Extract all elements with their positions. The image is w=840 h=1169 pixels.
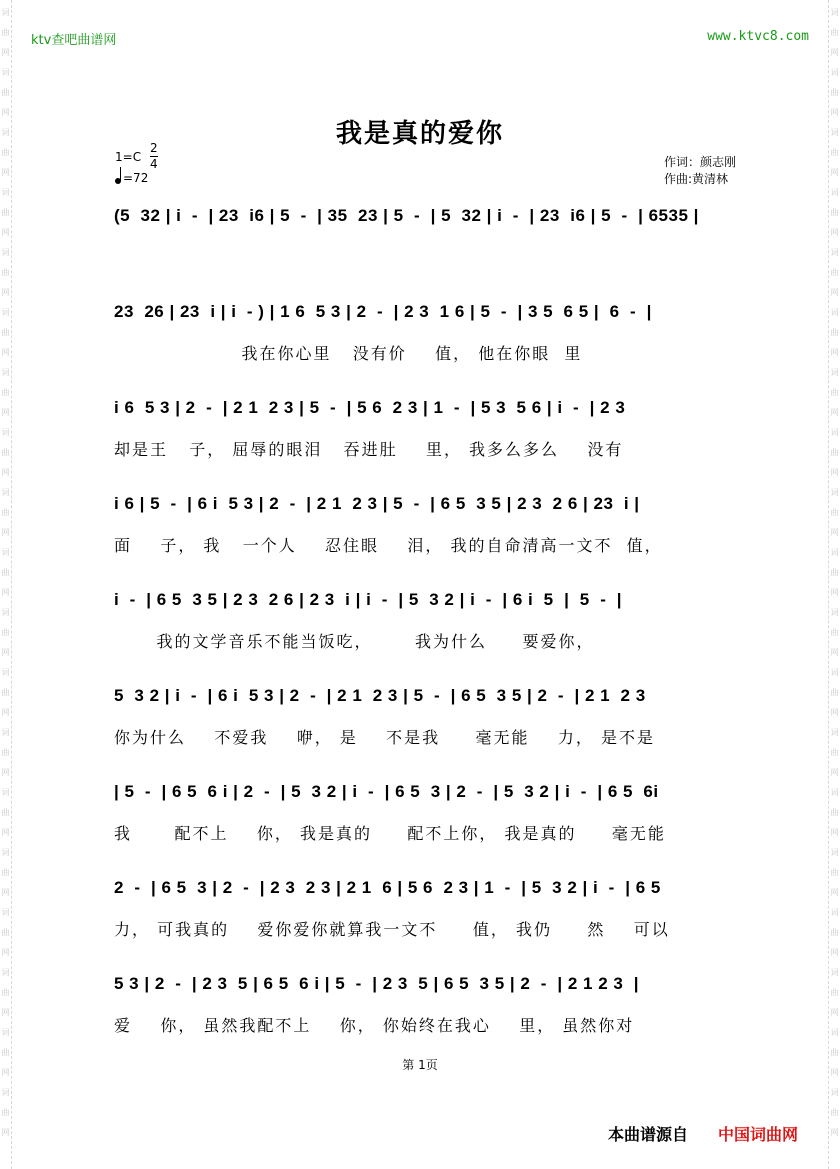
score-row-5: i - | 6 5 3 5 | 2 3 2 6 | 2 3 i | i - | 5 3 2 | i - | 6 i 5 | 5 - |	[114, 590, 623, 609]
source-label: 本曲谱源自	[608, 1125, 689, 1144]
watermark-glyph: 词	[830, 1028, 839, 1037]
watermark-glyph: 曲	[830, 268, 839, 277]
watermark-glyph: 曲	[830, 1048, 839, 1057]
watermark-glyph: 曲	[1, 928, 10, 937]
watermark-glyph: 网	[830, 1128, 839, 1137]
tempo-marking	[115, 171, 148, 185]
watermark-glyph: 网	[830, 948, 839, 957]
watermark-glyph: 曲	[830, 568, 839, 577]
watermark-glyph: 曲	[1, 688, 10, 697]
watermark-glyph: 曲	[830, 928, 839, 937]
page-number: 第 1页	[402, 1058, 438, 1072]
watermark-glyph: 曲	[1, 208, 10, 217]
site-url-right[interactable]: www.ktvc8.com	[707, 29, 809, 44]
watermark-glyph: 词	[830, 548, 839, 557]
watermark-glyph: 网	[1, 708, 10, 717]
watermark-glyph: 网	[1, 468, 10, 477]
watermark-glyph: 词	[1, 968, 10, 977]
watermark-glyph: 曲	[1, 1108, 10, 1117]
watermark-glyph: 网	[830, 408, 839, 417]
site-name-left[interactable]: ktv查吧曲谱网	[31, 33, 117, 48]
watermark-glyph: 曲	[830, 988, 839, 997]
watermark-glyph: 曲	[1, 28, 10, 37]
watermark-glyph: 网	[1, 828, 10, 837]
watermark-glyph: 网	[1, 48, 10, 57]
song-title: 我是真的爱你	[335, 119, 504, 149]
time-denominator: 4	[150, 157, 158, 171]
watermark-glyph: 网	[830, 528, 839, 537]
watermark-glyph: 网	[1, 1008, 10, 1017]
watermark-glyph: 曲	[1, 88, 10, 97]
watermark-glyph: 曲	[830, 868, 839, 877]
watermark-glyph: 网	[1, 768, 10, 777]
watermark-glyph: 词	[1, 668, 10, 677]
lyric-row-7: 我 配不上 你， 我是真的 配不上你， 我是真的 毫无能	[114, 824, 666, 843]
watermark-glyph: 网	[830, 468, 839, 477]
watermark-glyph: 词	[830, 908, 839, 917]
watermark-glyph: 曲	[1, 268, 10, 277]
composer-credit: 作曲:黄清林	[664, 172, 729, 186]
lyric-row-6: 你为什么 不爱我 咿， 是 不是我 毫无能 力， 是不是	[114, 728, 655, 747]
watermark-glyph: 网	[1, 1068, 10, 1077]
watermark-glyph: 网	[830, 228, 839, 237]
watermark-glyph: 曲	[1, 868, 10, 877]
watermark-glyph: 词	[1, 908, 10, 917]
watermark-glyph: 网	[830, 588, 839, 597]
score-row-8: 2 - | 6 5 3 | 2 - | 2 3 2 3 | 2 1 6 | 5 6 2 3 | 1 - | 5 3 2 | i - | 6 5	[114, 878, 661, 897]
watermark-glyph: 网	[830, 888, 839, 897]
watermark-glyph: 曲	[830, 448, 839, 457]
time-signature	[150, 141, 158, 172]
watermark-glyph: 网	[1, 228, 10, 237]
score-row-3: i 6 5 3 | 2 - | 2 1 2 3 | 5 - | 5 6 2 3 | 1 - | 5 3 5 6 | i - | 2 3	[114, 398, 626, 417]
lyric-row-3: 却是王 子， 屈辱的眼泪 吞进肚 里， 我多么多么 没有	[114, 440, 624, 459]
watermark-glyph: 网	[830, 1008, 839, 1017]
watermark-glyph: 曲	[1, 388, 10, 397]
lyric-row-5: 我的文学音乐不能当饭吃， 我为什么 要爱你，	[114, 632, 595, 651]
watermark-glyph: 网	[1, 528, 10, 537]
lyric-row-4: 面 子， 我 一个人 忍住眼 泪， 我的自命清高一文不 值，	[114, 536, 663, 555]
watermark-glyph: 词	[830, 788, 839, 797]
watermark-glyph: 网	[830, 768, 839, 777]
watermark-glyph: 词	[1, 728, 10, 737]
watermark-glyph: 词	[830, 68, 839, 77]
watermark-glyph: 词	[830, 668, 839, 677]
watermark-glyph: 词	[830, 428, 839, 437]
score-row-9: 5 3 | 2 - | 2 3 5 | 6 5 6 i | 5 - | 2 3 5 | 6 5 3 5 | 2 - | 2 1 2 3 |	[114, 974, 640, 993]
watermark-glyph: 词	[1, 8, 10, 17]
watermark-glyph: 词	[1, 1028, 10, 1037]
right-watermark-strip	[828, 0, 840, 1169]
lyric-row-8: 力， 可我真的 爱你爱你就算我一文不 值， 我仍 然 可以	[114, 920, 670, 939]
watermark-glyph: 词	[830, 308, 839, 317]
score-row-7: | 5 - | 6 5 6 i | 2 - | 5 3 2 | i - | 6 5 3 | 2 - | 5 3 2 | i - | 6 5 6i	[114, 782, 659, 801]
watermark-glyph: 词	[1, 788, 10, 797]
quarter-note-icon	[115, 178, 121, 184]
watermark-glyph: 曲	[830, 388, 839, 397]
watermark-glyph: 网	[1, 588, 10, 597]
watermark-glyph: 词	[1, 188, 10, 197]
lyric-row-2: 我在你心里 没有价 值， 他在你眼 里	[114, 344, 583, 363]
watermark-glyph: 曲	[830, 808, 839, 817]
watermark-glyph: 词	[830, 608, 839, 617]
watermark-glyph: 词	[830, 848, 839, 857]
watermark-glyph: 曲	[830, 748, 839, 757]
watermark-glyph: 曲	[1, 148, 10, 157]
watermark-glyph: 曲	[1, 448, 10, 457]
watermark-glyph: 词	[830, 728, 839, 737]
watermark-glyph: 曲	[830, 508, 839, 517]
score-row-1: (5 32 | i - | 23 i6 | 5 - | 35 23 | 5 - | 5 32 | i - | 23 i6 | 5 - | 6535 |	[114, 206, 699, 225]
lyricist-credit: 作词：颜志刚	[664, 155, 737, 169]
watermark-glyph: 曲	[1, 808, 10, 817]
watermark-glyph: 词	[1, 428, 10, 437]
watermark-glyph: 网	[1, 948, 10, 957]
watermark-glyph: 网	[830, 288, 839, 297]
watermark-glyph: 曲	[830, 148, 839, 157]
watermark-glyph: 曲	[830, 328, 839, 337]
watermark-glyph: 曲	[1, 508, 10, 517]
score-row-6: 5 3 2 | i - | 6 i 5 3 | 2 - | 2 1 2 3 | 5 - | 6 5 3 5 | 2 - | 2 1 2 3	[114, 686, 646, 705]
watermark-glyph: 词	[1, 68, 10, 77]
watermark-glyph: 网	[830, 1068, 839, 1077]
watermark-glyph: 词	[830, 368, 839, 377]
watermark-glyph: 曲	[830, 28, 839, 37]
watermark-glyph: 曲	[830, 208, 839, 217]
watermark-glyph: 网	[830, 48, 839, 57]
watermark-glyph: 词	[1, 548, 10, 557]
watermark-glyph: 词	[830, 968, 839, 977]
lyric-row-9: 爱 你， 虽然我配不上 你， 你始终在我心 里， 虽然你对	[114, 1016, 635, 1035]
watermark-glyph: 词	[1, 308, 10, 317]
watermark-glyph: 词	[1, 608, 10, 617]
watermark-glyph: 网	[830, 348, 839, 357]
watermark-glyph: 曲	[830, 628, 839, 637]
watermark-glyph: 曲	[830, 88, 839, 97]
watermark-glyph: 网	[830, 648, 839, 657]
watermark-glyph: 词	[1, 848, 10, 857]
tempo-value: =72	[123, 171, 149, 185]
watermark-glyph: 词	[830, 248, 839, 257]
watermark-glyph: 网	[830, 708, 839, 717]
watermark-glyph: 网	[830, 828, 839, 837]
watermark-glyph: 网	[1, 408, 10, 417]
watermark-glyph: 词	[830, 1088, 839, 1097]
watermark-glyph: 曲	[830, 1108, 839, 1117]
watermark-glyph: 网	[1, 168, 10, 177]
watermark-glyph: 网	[1, 108, 10, 117]
watermark-glyph: 网	[830, 108, 839, 117]
watermark-glyph: 词	[830, 188, 839, 197]
watermark-glyph: 词	[1, 248, 10, 257]
watermark-glyph: 曲	[1, 628, 10, 637]
watermark-glyph: 词	[830, 8, 839, 17]
watermark-glyph: 词	[830, 128, 839, 137]
watermark-glyph: 网	[1, 648, 10, 657]
watermark-glyph: 曲	[1, 568, 10, 577]
watermark-glyph: 网	[1, 348, 10, 357]
watermark-glyph: 曲	[1, 328, 10, 337]
watermark-glyph: 词	[1, 128, 10, 137]
source-site-link[interactable]: 中国词曲网	[718, 1125, 799, 1144]
score-row-4: i 6 | 5 - | 6 i 5 3 | 2 - | 2 1 2 3 | 5 - | 6 5 3 5 | 2 3 2 6 | 23 i |	[114, 494, 640, 513]
watermark-glyph: 曲	[830, 688, 839, 697]
watermark-glyph: 网	[1, 1128, 10, 1137]
watermark-glyph: 曲	[1, 1048, 10, 1057]
watermark-glyph: 曲	[1, 988, 10, 997]
time-numerator: 2	[150, 141, 158, 155]
watermark-glyph: 网	[1, 888, 10, 897]
watermark-glyph: 词	[1, 1088, 10, 1097]
left-watermark-strip	[0, 0, 12, 1169]
watermark-glyph: 词	[1, 488, 10, 497]
watermark-glyph: 词	[830, 488, 839, 497]
score-row-2: 23 26 | 23 i | i - ) | 1 6 5 3 | 2 - | 2 3 1 6 | 5 - | 3 5 6 5 | 6 - |	[114, 302, 652, 321]
watermark-glyph: 词	[1, 368, 10, 377]
watermark-glyph: 曲	[1, 748, 10, 757]
watermark-glyph: 网	[1, 288, 10, 297]
watermark-glyph: 网	[830, 168, 839, 177]
key-signature: 1=C	[115, 150, 142, 164]
